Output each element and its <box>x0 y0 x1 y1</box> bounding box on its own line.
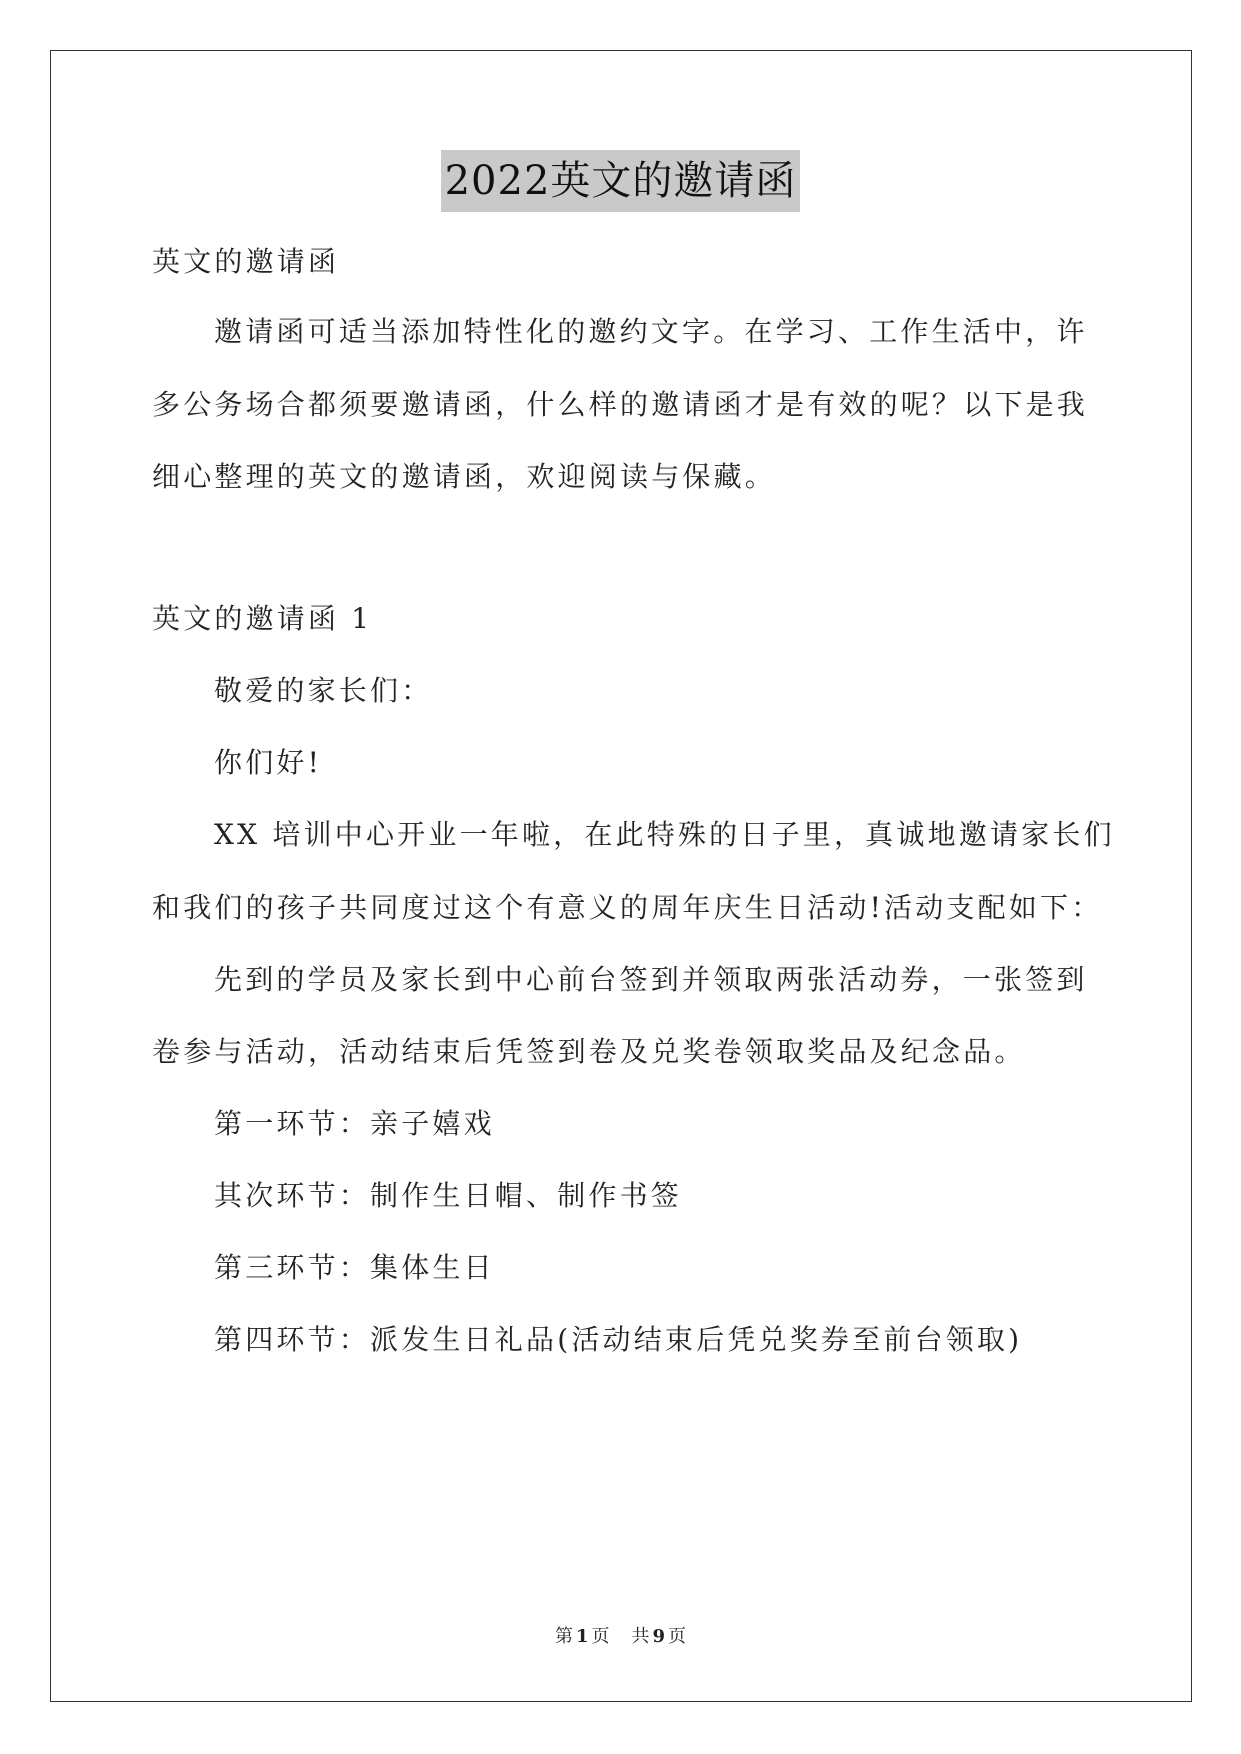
document-title: 2022英文的邀请函 <box>441 150 801 212</box>
salutation: 敬爱的家长们： <box>214 674 433 707</box>
greeting: 你们好! <box>214 746 323 779</box>
intro-line-2: 多公务场合都须要邀请函，什么样的邀请函才是有效的呢？以下是我 <box>152 388 1089 421</box>
paragraph-1-line-2: 和我们的孩子共同度过这个有意义的周年庆生日活动!活动支配如下： <box>152 891 1103 924</box>
total-prefix: 共 <box>631 1626 650 1647</box>
total-suffix: 页 <box>668 1626 687 1647</box>
page-suffix: 页 <box>591 1626 610 1647</box>
document-subtitle: 英文的邀请函 <box>152 245 340 278</box>
section-heading: 英文的邀请函 1 <box>152 602 373 635</box>
title-container <box>0 150 1241 212</box>
intro-line-3: 细心整理的英文的邀请函，欢迎阅读与保藏。 <box>152 460 777 493</box>
schedule-item-2: 其次环节：制作生日帽、制作书签 <box>214 1179 683 1212</box>
page-prefix: 第 <box>554 1626 573 1647</box>
page-footer <box>0 1625 1241 1649</box>
schedule-item-1: 第一环节：亲子嬉戏 <box>214 1107 495 1140</box>
paragraph-2-line-1: 先到的学员及家长到中心前台签到并领取两张活动券，一张签到 <box>214 963 1088 996</box>
schedule-item-4: 第四环节：派发生日礼品(活动结束后凭兑奖券至前台领取) <box>214 1323 1023 1356</box>
paragraph-2-line-2: 卷参与活动，活动结束后凭签到卷及兑奖卷领取奖品及纪念品。 <box>152 1035 1026 1068</box>
paragraph-1-line-1: XX 培训中心开业一年啦，在此特殊的日子里，真诚地邀请家长们 <box>214 818 1115 851</box>
total-page-number: 9 <box>652 1626 666 1647</box>
schedule-item-3: 第三环节：集体生日 <box>214 1251 495 1284</box>
intro-line-1: 邀请函可适当添加特性化的邀约文字。在学习、工作生活中，许 <box>214 315 1088 348</box>
page-border <box>50 50 1192 1702</box>
current-page-number: 1 <box>575 1626 589 1647</box>
